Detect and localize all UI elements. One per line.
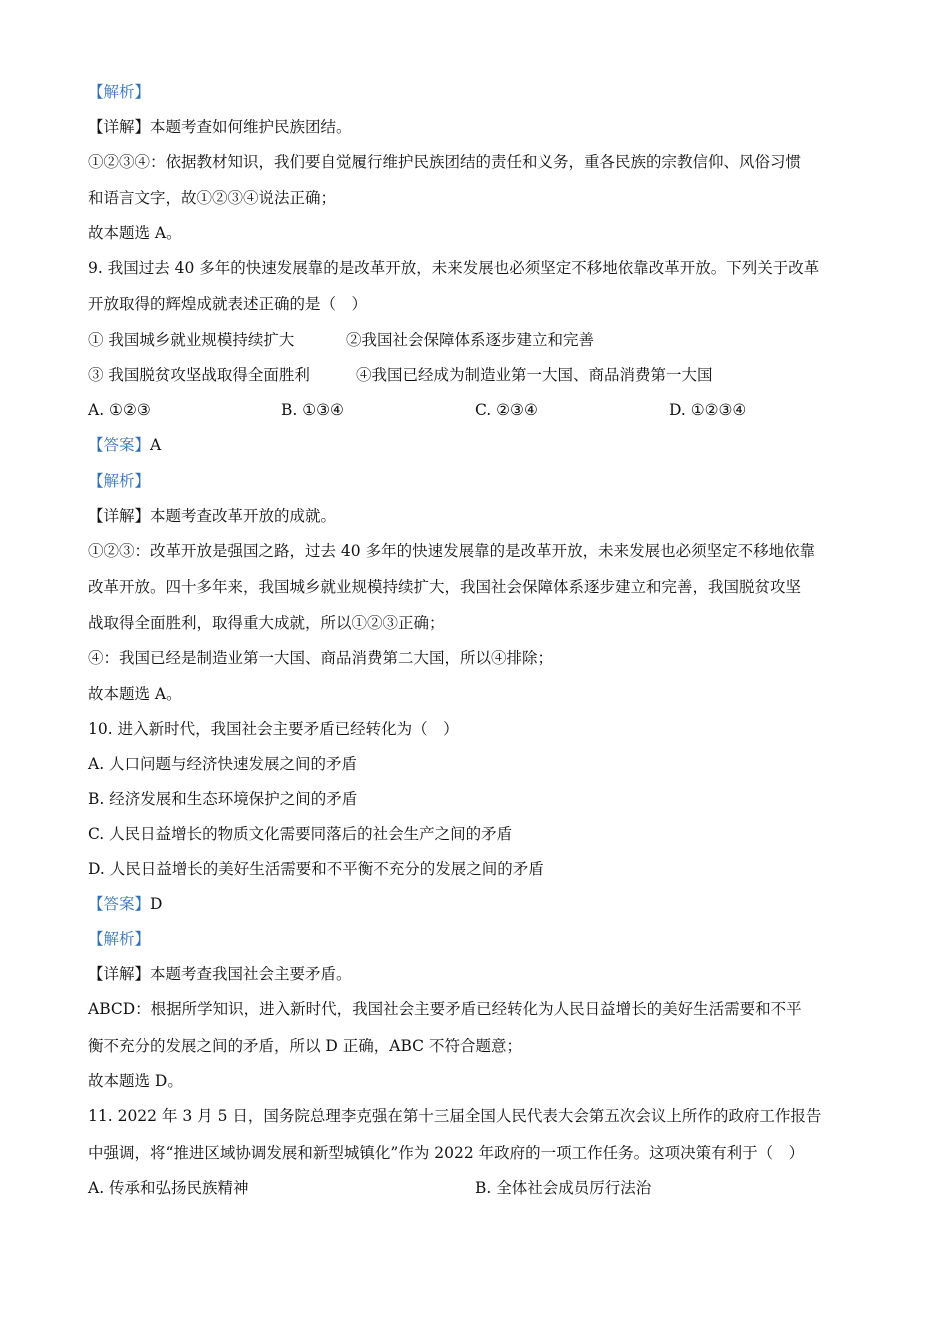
- question-9-item-1: ① 我国城乡就业规模持续扩大: [88, 331, 295, 349]
- explanation-line: ①②③：改革开放是强国之路，过去 40 多年的快速发展靠的是改革开放，未来发展也必须坚定不移地依靠: [88, 542, 816, 560]
- conclusion-line: 故本题选 D。: [88, 1072, 183, 1090]
- question-10-option-d: D. 人民日益增长的美好生活需要和不平衡不充分的发展之间的矛盾: [88, 860, 544, 878]
- explanation-line: 改革开放。四十多年来，我国城乡就业规模持续扩大，我国社会保障体系逐步建立和完善，我国脱贫攻坚: [88, 578, 802, 596]
- question-9-option-b: B. ①③④: [281, 401, 344, 419]
- explanation-line: 衡不充分的发展之间的矛盾，所以 D 正确，ABC 不符合题意；: [88, 1037, 522, 1055]
- question-11-option-a: A. 传承和弘扬民族精神: [88, 1179, 249, 1197]
- analysis-heading: 【解析】: [88, 472, 151, 490]
- explanation-line: ABCD：根据所学知识，进入新时代，我国社会主要矛盾已经转化为人民日益增长的美好生活需要和不平: [88, 1000, 802, 1018]
- question-10-option-c: C. 人民日益增长的物质文化需要同落后的社会生产之间的矛盾: [88, 825, 513, 843]
- answer-line: 【答案】A: [88, 436, 162, 454]
- question-11-stem: 11. 2022 年 3 月 5 日，国务院总理李克强在第十三届全国人民代表大会第五次会议上所作的政府工作报告: [88, 1107, 822, 1125]
- answer-line: 【答案】D: [88, 895, 163, 913]
- detail-line: 【详解】本题考查我国社会主要矛盾。: [88, 965, 352, 983]
- analysis-heading: 【解析】: [88, 930, 151, 948]
- analysis-heading: 【解析】: [88, 83, 151, 101]
- question-9-stem-cont: 开放取得的辉煌成就表述正确的是（ ）: [88, 295, 368, 313]
- question-9-stem: 9. 我国过去 40 多年的快速发展靠的是改革开放，未来发展也必须坚定不移地依靠改革开放。下列关于改革: [88, 259, 820, 277]
- question-9-item-3: ③ 我国脱贫攻坚战取得全面胜利: [88, 366, 310, 384]
- conclusion-line: 故本题选 A。: [88, 224, 182, 242]
- explanation-line: 战取得全面胜利，取得重大成就，所以①②③正确；: [88, 614, 445, 632]
- detail-line: 【详解】本题考查改革开放的成就。: [88, 507, 337, 525]
- question-10-option-a: A. 人口问题与经济快速发展之间的矛盾: [88, 755, 358, 773]
- question-11-option-b: B. 全体社会成员厉行法治: [475, 1179, 652, 1197]
- question-10-stem: 10. 进入新时代，我国社会主要矛盾已经转化为（ ）: [88, 720, 459, 738]
- question-9-option-d: D. ①②③④: [669, 401, 747, 419]
- question-11-stem-cont: 中强调，将“推进区域协调发展和新型城镇化”作为 2022 年政府的一项工作任务。这项决策有利于（ ）: [88, 1144, 805, 1162]
- question-9-item-2: ②我国社会保障体系逐步建立和完善: [346, 331, 595, 349]
- conclusion-line: 故本题选 A。: [88, 685, 182, 703]
- explanation-line: 和语言文字，故①②③④说法正确；: [88, 189, 337, 207]
- question-9-option-c: C. ②③④: [475, 401, 538, 419]
- question-9-item-4: ④我国已经成为制造业第一大国、商品消费第一大国: [356, 366, 713, 384]
- detail-line: 【详解】本题考查如何维护民族团结。: [88, 118, 352, 136]
- question-10-option-b: B. 经济发展和生态环境保护之间的矛盾: [88, 790, 358, 808]
- explanation-line: ①②③④：依据教材知识，我们要自觉履行维护民族团结的责任和义务，重各民族的宗教信仰、风俗习惯: [88, 153, 802, 171]
- explanation-line: ④：我国已经是制造业第一大国、商品消费第二大国，所以④排除；: [88, 649, 554, 667]
- question-9-option-a: A. ①②③: [88, 401, 151, 419]
